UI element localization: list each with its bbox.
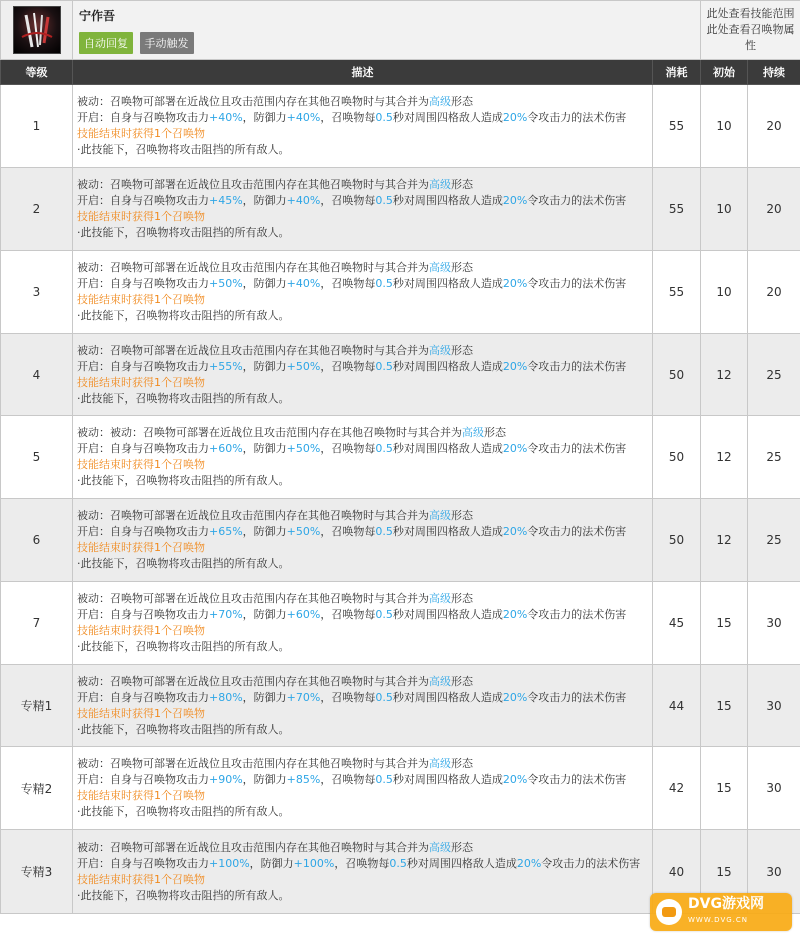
table-row: [1, 416, 800, 499]
desc-text: ，召唤物每: [320, 773, 376, 786]
col-description: 描述: [73, 60, 653, 85]
description-line: [77, 142, 648, 158]
desc-text: ，召唤物每: [320, 442, 376, 455]
desc-text: 开启：自身与召唤物攻击力: [77, 194, 209, 207]
initial-sp-cell: 10: [701, 85, 748, 168]
desc-text: 秒对周围四格敌人造成: [392, 359, 503, 373]
desc-text: ，召唤物每: [320, 608, 376, 621]
sp-cost-cell: 50: [653, 334, 701, 416]
description-line: [77, 756, 648, 772]
desc-text: 开启：自身与召唤物攻击力: [77, 277, 209, 290]
table-row: [1, 499, 800, 582]
desc-text: ，防御力: [242, 773, 287, 786]
atk-bonus: +80%: [209, 690, 243, 704]
tag-auto-recovery: 自动回复: [79, 32, 133, 54]
block-note: ·此技能下，召唤物将攻击阻挡的所有敌人。: [77, 888, 290, 902]
skill-end-reward: 技能结束时获得1个召唤物: [77, 624, 205, 637]
block-note: ·此技能下，召唤物将攻击阻挡的所有敌人。: [77, 391, 290, 405]
skill-end-reward: 技能结束时获得1个召唤物: [77, 293, 205, 306]
block-note: ·此技能下，召唤物将攻击阻挡的所有敌人。: [77, 226, 290, 239]
sp-cost-cell: 40: [653, 830, 701, 914]
description-line: [77, 126, 648, 142]
level-cell: 5: [1, 416, 73, 499]
interval-value: 0.5: [375, 525, 393, 538]
desc-text: ，防御力: [242, 194, 287, 207]
desc-text: 令攻击力的法术伤害: [527, 277, 627, 290]
interval-value: 0.5: [375, 194, 393, 207]
high-tier-keyword: 高级: [429, 95, 451, 108]
duration-cell: 30: [748, 747, 800, 830]
desc-text: 秒对周围四格敌人造成: [392, 690, 503, 704]
damage-percent: 20%: [502, 525, 528, 538]
description-cell: [73, 499, 653, 582]
description-line: [77, 888, 648, 904]
desc-text: 令攻击力的法术伤害: [527, 359, 627, 373]
initial-sp-cell: 15: [701, 747, 748, 830]
desc-text: 形态: [451, 674, 473, 688]
description-line: [77, 441, 648, 457]
damage-percent: 20%: [502, 442, 528, 455]
damage-percent: 20%: [502, 194, 528, 207]
description-cell: [73, 334, 653, 416]
description-line: [77, 591, 648, 607]
desc-text: ，召唤物每: [320, 111, 376, 124]
initial-sp-cell: 10: [701, 251, 748, 334]
damage-percent: 20%: [502, 608, 528, 621]
high-tier-keyword: 高级: [429, 674, 451, 688]
interval-value: 0.5: [375, 773, 393, 786]
description-line: [77, 540, 648, 556]
sp-cost-cell: 55: [653, 251, 701, 334]
level-cell: 2: [1, 168, 73, 251]
description-line: [77, 359, 648, 375]
block-note: ·此技能下，召唤物将攻击阻挡的所有敌人。: [77, 143, 290, 156]
duration-cell: 30: [748, 830, 800, 914]
skill-header-row: [1, 1, 800, 60]
description-cell: [73, 416, 653, 499]
def-bonus: +50%: [286, 525, 321, 538]
description-line: [77, 94, 648, 110]
def-bonus: +40%: [286, 111, 321, 124]
skill-end-reward: 技能结束时获得1个召唤物: [77, 210, 205, 223]
atk-bonus: +40%: [209, 111, 243, 124]
description-cell: [73, 168, 653, 251]
desc-text: ，召唤物每: [320, 690, 376, 704]
interval-value: 0.5: [389, 856, 407, 870]
table-row: [1, 168, 800, 251]
table-row: [1, 582, 800, 665]
desc-text: 令攻击力的法术伤害: [527, 194, 627, 207]
table-row: [1, 665, 800, 747]
damage-percent: 20%: [502, 359, 528, 373]
table-row: [1, 85, 800, 168]
desc-text: ，防御力: [242, 277, 287, 290]
desc-text: ，防御力: [242, 442, 287, 455]
interval-value: 0.5: [375, 277, 393, 290]
atk-bonus: +70%: [209, 608, 243, 621]
passive-text: 被动：召唤物可部署在近战位且攻击范围内存在其他召唤物时与其合并为: [77, 592, 429, 605]
description-cell: [73, 251, 653, 334]
block-note: ·此技能下，召唤物将攻击阻挡的所有敌人。: [77, 722, 290, 736]
description-line: [77, 788, 648, 804]
column-header-row: [1, 60, 800, 85]
def-bonus: +85%: [286, 773, 321, 786]
atk-bonus: +55%: [209, 359, 243, 373]
high-tier-keyword: 高级: [429, 840, 451, 854]
block-note: ·此技能下，召唤物将攻击阻挡的所有敌人。: [77, 474, 290, 487]
def-bonus: +70%: [286, 690, 321, 704]
description-cell: [73, 85, 653, 168]
def-bonus: +50%: [286, 359, 321, 373]
def-bonus: +100%: [293, 856, 335, 870]
skill-end-reward: 技能结束时获得1个召唤物: [77, 541, 205, 554]
def-bonus: +50%: [286, 442, 321, 455]
atk-bonus: +45%: [209, 194, 243, 207]
table-row: [1, 334, 800, 416]
skill-end-reward: 技能结束时获得1个召唤物: [77, 872, 205, 886]
passive-text: 被动：召唤物可部署在近战位且攻击范围内存在其他召唤物时与其合并为: [77, 757, 429, 770]
description-line: [77, 772, 648, 788]
description-line: [77, 639, 648, 655]
skill-name: 宁作吾: [79, 9, 116, 23]
skill-range-link[interactable]: [701, 1, 800, 60]
level-cell: 专精1: [1, 665, 73, 747]
desc-text: 令攻击力的法术伤害: [527, 690, 627, 704]
passive-text: 被动：召唤物可部署在近战位且攻击范围内存在其他召唤物时与其合并为: [77, 95, 429, 108]
desc-text: 开启：自身与召唤物攻击力: [77, 608, 209, 621]
description-line: [77, 524, 648, 540]
desc-text: ，防御力: [242, 111, 287, 124]
desc-text: 开启：自身与召唤物攻击力: [77, 442, 209, 455]
block-note: ·此技能下，召唤物将攻击阻挡的所有敌人。: [77, 557, 290, 570]
desc-text: 令攻击力的法术伤害: [527, 608, 627, 621]
description-line: [77, 872, 648, 888]
description-line: [77, 508, 648, 524]
level-cell: 6: [1, 499, 73, 582]
duration-cell: 25: [748, 334, 800, 416]
duration-cell: 30: [748, 582, 800, 665]
skill-icon-cell: [1, 1, 73, 60]
tag-manual-trigger: 手动触发: [140, 32, 194, 54]
level-cell: 4: [1, 334, 73, 416]
desc-text: ，防御力: [249, 856, 294, 870]
passive-text: 被动：召唤物可部署在近战位且攻击范围内存在其他召唤物时与其合并为: [77, 509, 429, 522]
atk-bonus: +50%: [209, 277, 243, 290]
passive-text: 被动：被动：召唤物可部署在近战位且攻击范围内存在其他召唤物时与其合并为: [77, 426, 462, 439]
site-watermark: [650, 893, 792, 931]
col-duration: 持续: [748, 60, 800, 85]
high-tier-keyword: 高级: [429, 757, 451, 770]
sp-cost-cell: 55: [653, 85, 701, 168]
description-cell: [73, 582, 653, 665]
interval-value: 0.5: [375, 608, 393, 621]
watermark-text: DVG游戏网 WWW.DVG.CN: [688, 896, 764, 924]
desc-text: ，召唤物每: [334, 856, 390, 870]
description-line: [77, 225, 648, 241]
desc-text: 形态: [451, 757, 473, 770]
block-note: ·此技能下，召唤物将攻击阻挡的所有敌人。: [77, 640, 290, 653]
passive-text: 被动：召唤物可部署在近战位且攻击范围内存在其他召唤物时与其合并为: [77, 178, 429, 191]
initial-sp-cell: 12: [701, 499, 748, 582]
damage-percent: 20%: [502, 277, 528, 290]
description-line: [77, 690, 648, 706]
sp-cost-cell: 50: [653, 416, 701, 499]
desc-text: 秒对周围四格敌人造成: [392, 111, 503, 124]
description-line: [77, 177, 648, 193]
passive-text: 被动：召唤物可部署在近战位且攻击范围内存在其他召唤物时与其合并为: [77, 840, 429, 854]
def-bonus: +40%: [286, 194, 321, 207]
duration-cell: 20: [748, 251, 800, 334]
skill-end-reward: 技能结束时获得1个召唤物: [77, 789, 205, 802]
desc-text: 令攻击力的法术伤害: [541, 856, 641, 870]
desc-text: ，召唤物每: [320, 525, 376, 538]
interval-value: 0.5: [375, 111, 393, 124]
desc-text: 秒对周围四格敌人造成: [406, 856, 517, 870]
desc-text: 形态: [484, 426, 506, 439]
def-bonus: +40%: [286, 277, 321, 290]
description-line: [77, 840, 648, 856]
level-cell: 1: [1, 85, 73, 168]
desc-text: 令攻击力的法术伤害: [527, 525, 627, 538]
sp-cost-cell: 45: [653, 582, 701, 665]
damage-percent: 20%: [502, 111, 528, 124]
duration-cell: 25: [748, 499, 800, 582]
initial-sp-cell: 15: [701, 830, 748, 914]
interval-value: 0.5: [375, 442, 393, 455]
desc-text: 令攻击力的法术伤害: [527, 773, 627, 786]
high-tier-keyword: 高级: [429, 592, 451, 605]
skill-end-reward: 技能结束时获得1个召唤物: [77, 127, 205, 140]
desc-text: 开启：自身与召唤物攻击力: [77, 856, 209, 870]
description-line: [77, 391, 648, 407]
duration-cell: 25: [748, 416, 800, 499]
skill-info-cell: [73, 1, 701, 60]
def-bonus: +60%: [286, 608, 321, 621]
desc-text: 秒对周围四格敌人造成: [392, 194, 503, 207]
description-cell: [73, 830, 653, 914]
range-link-text[interactable]: 此处查看技能范围此处查看召唤物属性: [706, 7, 795, 52]
desc-text: 秒对周围四格敌人造成: [392, 525, 503, 538]
description-line: [77, 343, 648, 359]
desc-text: ，防御力: [242, 359, 287, 373]
description-line: [77, 556, 648, 572]
desc-text: 形态: [451, 95, 473, 108]
interval-value: 0.5: [375, 690, 393, 704]
initial-sp-cell: 10: [701, 168, 748, 251]
high-tier-keyword: 高级: [429, 343, 451, 357]
description-line: [77, 804, 648, 820]
description-line: [77, 260, 648, 276]
high-tier-keyword: 高级: [462, 426, 484, 439]
atk-bonus: +100%: [209, 856, 250, 870]
skill-end-reward: 技能结束时获得1个召唤物: [77, 375, 205, 389]
level-cell: 7: [1, 582, 73, 665]
sp-cost-cell: 50: [653, 499, 701, 582]
high-tier-keyword: 高级: [429, 509, 451, 522]
desc-text: 开启：自身与召唤物攻击力: [77, 359, 209, 373]
desc-text: 开启：自身与召唤物攻击力: [77, 690, 209, 704]
description-line: [77, 110, 648, 126]
interval-value: 0.5: [375, 359, 393, 373]
desc-text: 形态: [451, 509, 473, 522]
high-tier-keyword: 高级: [429, 178, 451, 191]
desc-text: ，防御力: [242, 525, 287, 538]
description-line: [77, 473, 648, 489]
description-line: [77, 457, 648, 473]
col-sp-cost: 消耗: [653, 60, 701, 85]
damage-percent: 20%: [516, 856, 542, 870]
passive-text: 被动：召唤物可部署在近战位且攻击范围内存在其他召唤物时与其合并为: [77, 674, 429, 688]
desc-text: 秒对周围四格敌人造成: [392, 773, 503, 786]
description-cell: [73, 747, 653, 830]
level-cell: 3: [1, 251, 73, 334]
description-line: [77, 292, 648, 308]
description-line: [77, 722, 648, 738]
desc-text: ，防御力: [242, 690, 287, 704]
atk-bonus: +90%: [209, 773, 243, 786]
skill-end-reward: 技能结束时获得1个召唤物: [77, 458, 205, 471]
atk-bonus: +65%: [209, 525, 243, 538]
desc-text: ，召唤物每: [320, 277, 376, 290]
desc-text: 开启：自身与召唤物攻击力: [77, 525, 209, 538]
damage-percent: 20%: [502, 773, 528, 786]
description-line: [77, 276, 648, 292]
level-cell: 专精3: [1, 830, 73, 914]
desc-text: 开启：自身与召唤物攻击力: [77, 111, 209, 124]
skill-portrait-icon: [13, 6, 61, 54]
desc-text: 令攻击力的法术伤害: [527, 111, 627, 124]
duration-cell: 20: [748, 168, 800, 251]
sp-cost-cell: 44: [653, 665, 701, 747]
desc-text: 形态: [451, 178, 473, 191]
damage-percent: 20%: [502, 690, 528, 704]
desc-text: 秒对周围四格敌人造成: [392, 277, 503, 290]
description-line: [77, 674, 648, 690]
initial-sp-cell: 12: [701, 416, 748, 499]
description-line: [77, 706, 648, 722]
description-line: [77, 856, 648, 872]
description-line: [77, 375, 648, 391]
sp-cost-cell: 55: [653, 168, 701, 251]
block-note: ·此技能下，召唤物将攻击阻挡的所有敌人。: [77, 805, 290, 818]
initial-sp-cell: 15: [701, 665, 748, 747]
desc-text: 形态: [451, 592, 473, 605]
level-cell: 专精2: [1, 747, 73, 830]
description-line: [77, 607, 648, 623]
description-cell: [73, 665, 653, 747]
desc-text: 秒对周围四格敌人造成: [392, 442, 503, 455]
passive-text: 被动：召唤物可部署在近战位且攻击范围内存在其他召唤物时与其合并为: [77, 343, 429, 357]
desc-text: 形态: [451, 261, 473, 274]
skill-end-reward: 技能结束时获得1个召唤物: [77, 706, 205, 720]
col-level: 等级: [1, 60, 73, 85]
table-row: [1, 251, 800, 334]
high-tier-keyword: 高级: [429, 261, 451, 274]
desc-text: 开启：自身与召唤物攻击力: [77, 773, 209, 786]
description-line: [77, 623, 648, 639]
col-initial-sp: 初始: [701, 60, 748, 85]
description-line: [77, 425, 648, 441]
desc-text: ，召唤物每: [320, 194, 376, 207]
sp-cost-cell: 42: [653, 747, 701, 830]
block-note: ·此技能下，召唤物将攻击阻挡的所有敌人。: [77, 309, 290, 322]
description-line: [77, 209, 648, 225]
duration-cell: 20: [748, 85, 800, 168]
gamepad-icon: [656, 899, 682, 925]
desc-text: 秒对周围四格敌人造成: [392, 608, 503, 621]
desc-text: 形态: [451, 840, 473, 854]
desc-text: ，召唤物每: [320, 359, 376, 373]
table-row: [1, 747, 800, 830]
duration-cell: 30: [748, 665, 800, 747]
desc-text: 令攻击力的法术伤害: [527, 442, 627, 455]
description-line: [77, 308, 648, 324]
desc-text: ，防御力: [242, 608, 287, 621]
atk-bonus: +60%: [209, 442, 243, 455]
passive-text: 被动：召唤物可部署在近战位且攻击范围内存在其他召唤物时与其合并为: [77, 261, 429, 274]
initial-sp-cell: 12: [701, 334, 748, 416]
description-line: [77, 193, 648, 209]
initial-sp-cell: 15: [701, 582, 748, 665]
desc-text: 形态: [451, 343, 473, 357]
